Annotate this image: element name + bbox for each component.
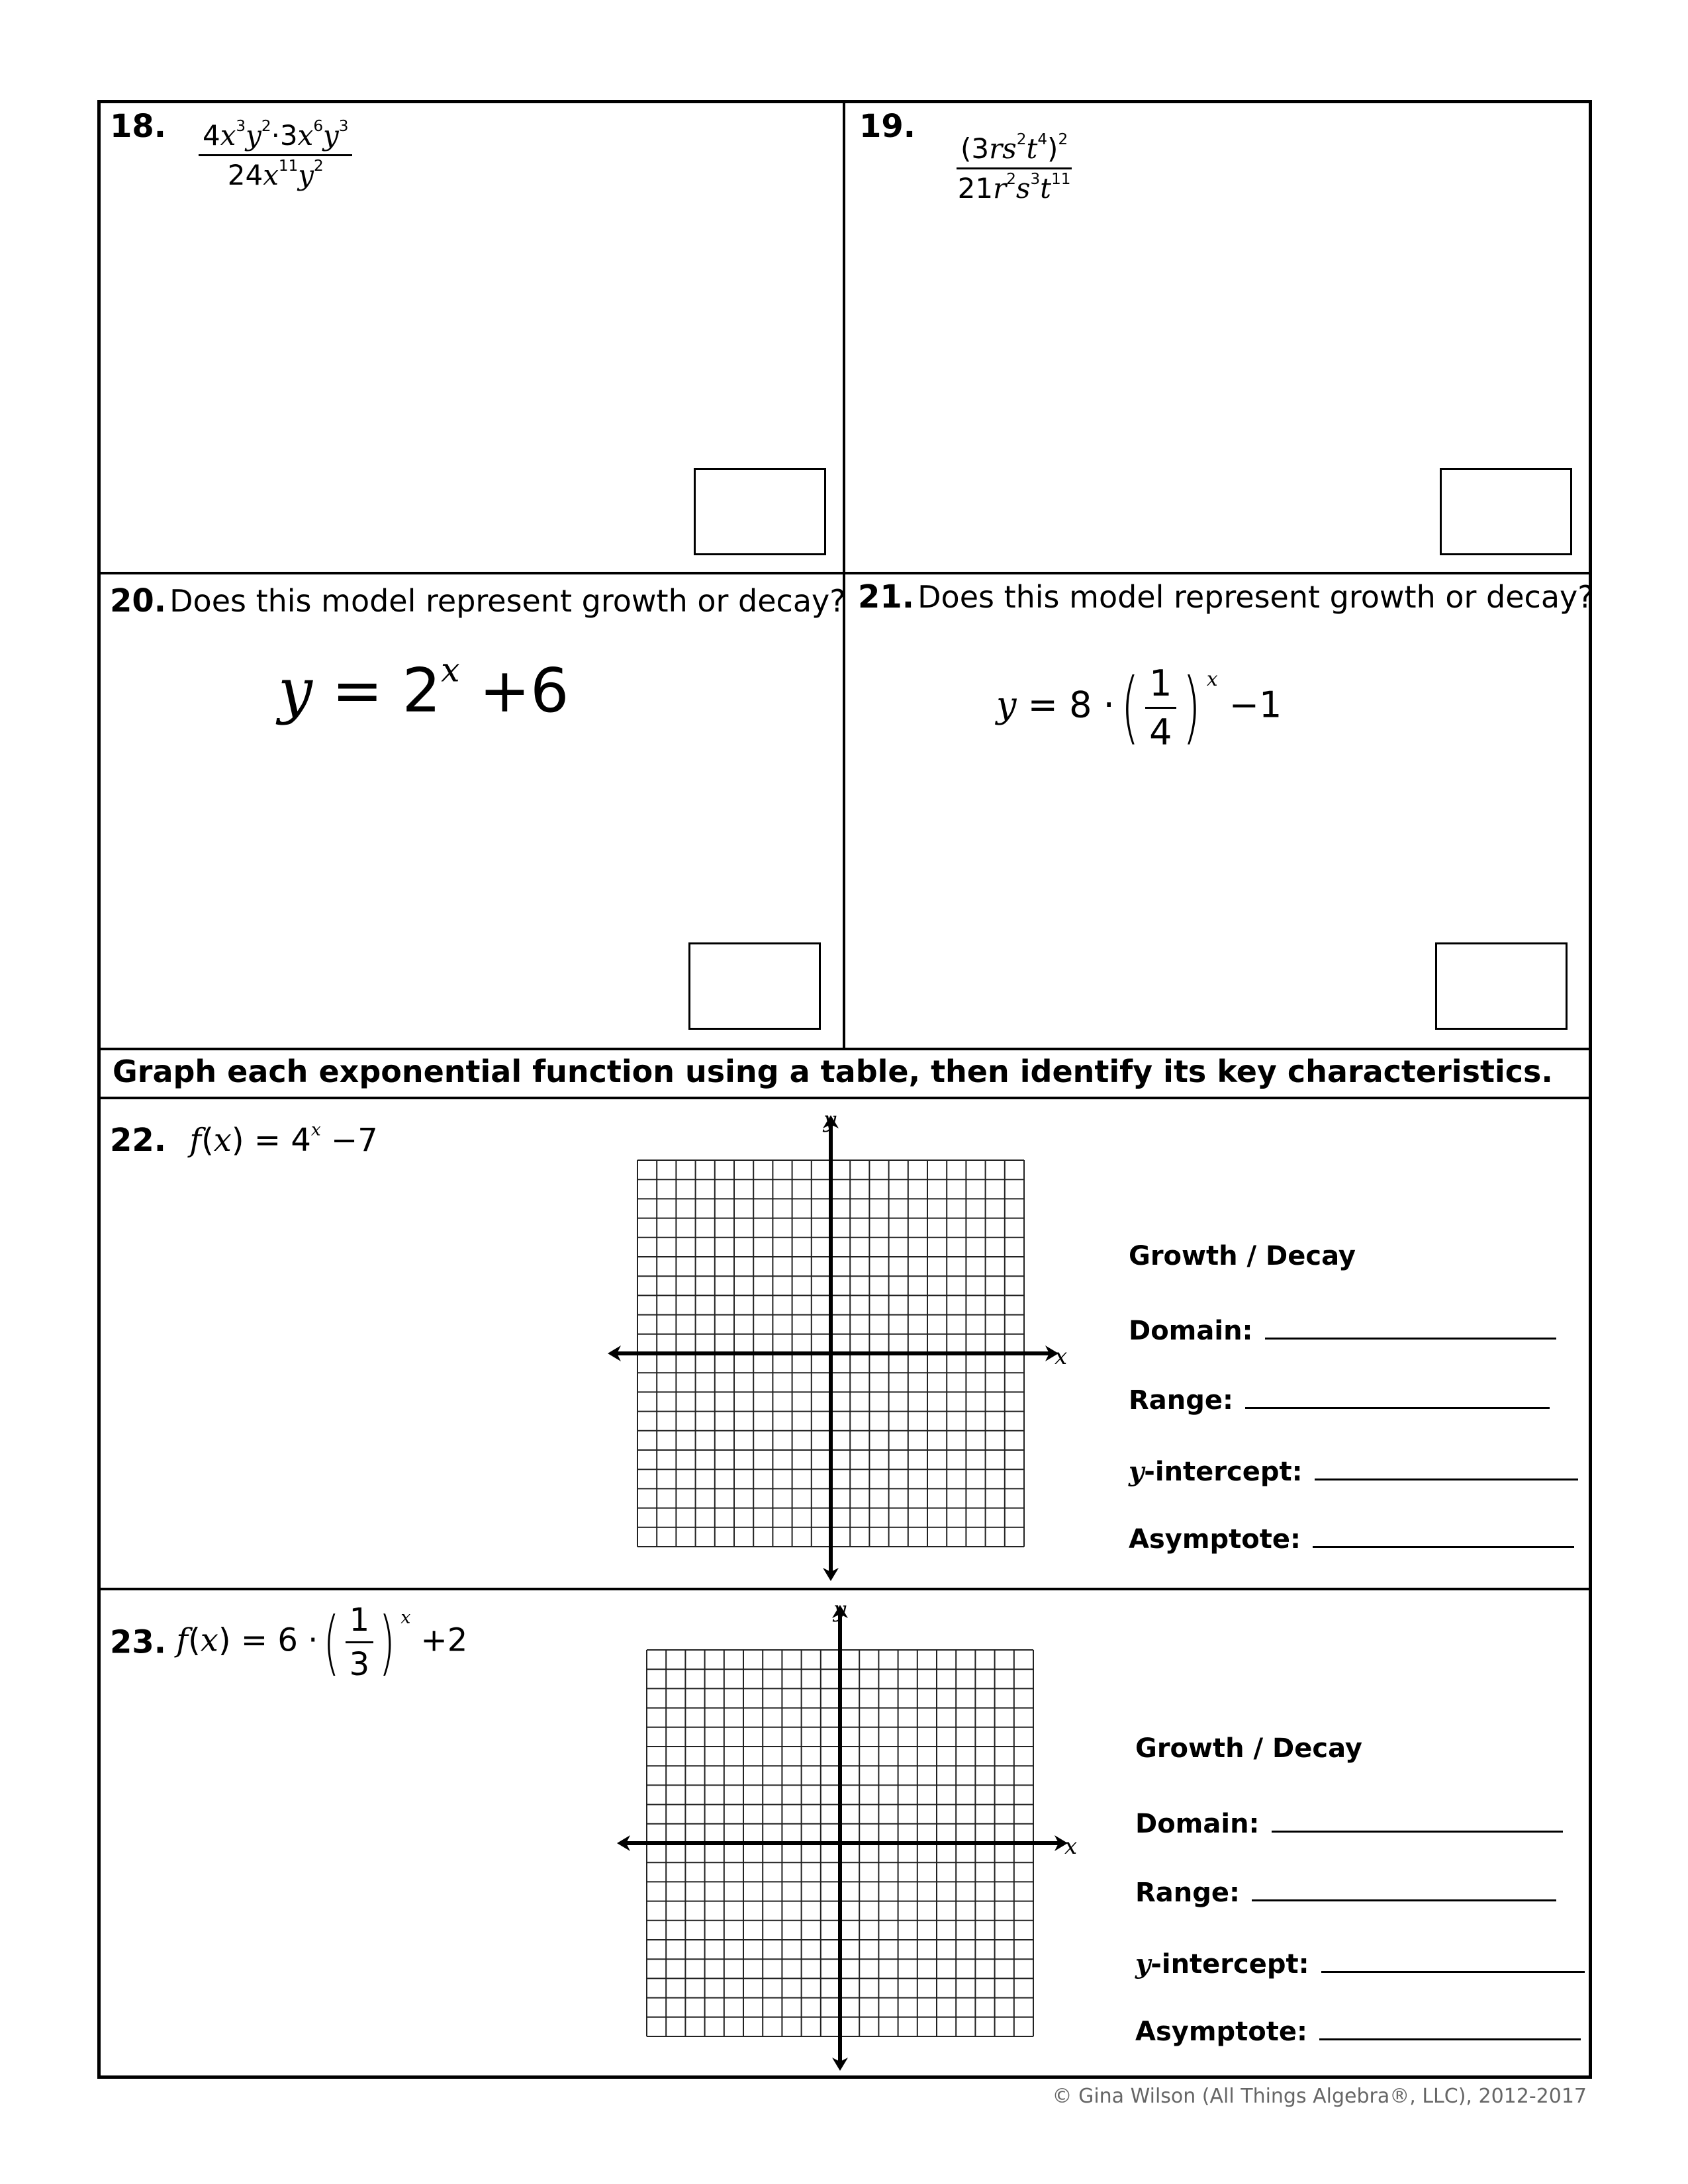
range-field-22[interactable]: Range: <box>1129 1385 1550 1416</box>
problem-22-function: 22. $f(x) = 4^x -7$ <box>110 1119 378 1159</box>
domain-field-22[interactable]: Domain: <box>1129 1316 1556 1346</box>
coordinate-grid-22[interactable] <box>596 1112 1072 1588</box>
answer-box-18[interactable] <box>694 468 826 555</box>
problem-19-expression: $\frac{(3rs^2t^4)^2}{21r^2s^3t^{11}}$ <box>957 131 1071 205</box>
problem-20-equation: $y = 2^x +6$ <box>278 650 569 726</box>
asymptote-field-22[interactable]: Asymptote: <box>1129 1524 1574 1555</box>
answer-box-21[interactable] <box>1435 942 1568 1030</box>
range-field-23[interactable]: Range: <box>1135 1878 1556 1908</box>
problem-21-prompt: 21. Does this model represent growth or decay? <box>858 578 1594 615</box>
y-intercept-field-22[interactable]: y-intercept: <box>1129 1456 1578 1487</box>
x-axis-label-22: x <box>1055 1343 1068 1370</box>
copyright-footer: © Gina Wilson (All Things Algebra®, LLC), 2012-2017 <box>1052 2085 1587 2108</box>
y-axis-label-22: y <box>823 1107 837 1133</box>
divider-row1 <box>97 572 1592 574</box>
domain-field-23[interactable]: Domain: <box>1135 1809 1563 1839</box>
y-intercept-field-23[interactable]: y-intercept: <box>1135 1948 1585 1979</box>
answer-box-19[interactable] <box>1440 468 1572 555</box>
coordinate-grid-23[interactable] <box>605 1602 1082 2078</box>
problem-19-number: 19. <box>859 108 916 145</box>
divider-header <box>97 1097 1592 1099</box>
y-axis-label-23: y <box>833 1596 847 1623</box>
section-header: Graph each exponential function using a table, then identify its key characteristics. <box>113 1054 1553 1089</box>
problem-18-expression: $\frac{4x^3y^2\cdot 3x^6y^3}{24x^{11}y^2}$ <box>199 119 352 191</box>
problem-23-function: 23. f(x) = 6 ·( $\frac{1}{3}$ ) $^x$ +2 <box>110 1602 468 1683</box>
divider-row2 <box>97 1048 1592 1050</box>
answer-box-20[interactable] <box>688 942 821 1030</box>
divider-vertical <box>843 100 845 1050</box>
problem-21-equation: y = 8 ·( $\frac{1}{4}$ ) $^x$ −1 <box>996 662 1282 753</box>
growth-decay-choice-23[interactable]: Growth / Decay <box>1135 1733 1362 1764</box>
x-axis-label-23: x <box>1064 1833 1078 1860</box>
problem-18-number: 18. <box>110 108 167 145</box>
growth-decay-choice-22[interactable]: Growth / Decay <box>1129 1241 1356 1271</box>
problem-20-prompt: 20. Does this model represent growth or decay? <box>110 582 846 619</box>
asymptote-field-23[interactable]: Asymptote: <box>1135 2017 1581 2047</box>
